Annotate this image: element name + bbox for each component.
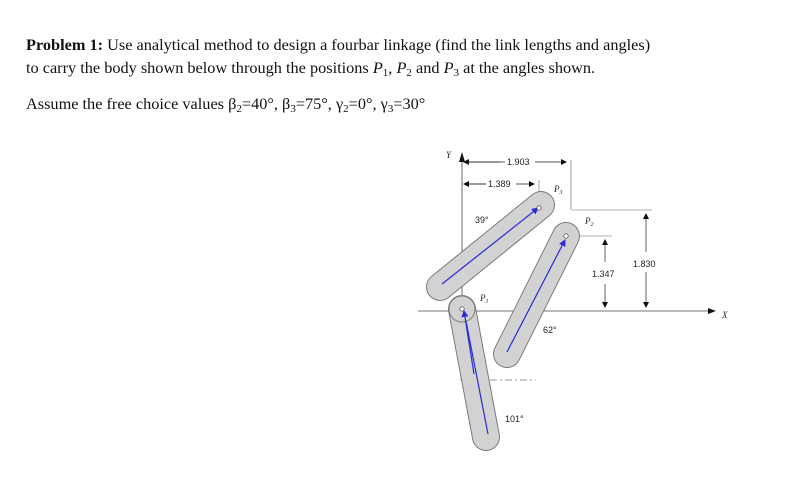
p3-label: P [443, 58, 454, 77]
point-p1-label: $P_1$ [480, 293, 489, 305]
dim-1903 [464, 156, 571, 210]
gamma2: $\gamma_2=0^\circ$, [335, 94, 377, 115]
point-p3-label: $P_3$ [554, 184, 563, 196]
dim-1830-label: 1.830 [633, 259, 656, 269]
angle-101-label: 101° [505, 414, 524, 424]
p2-label: P [396, 58, 407, 77]
point-p1-marker [460, 307, 464, 311]
dim-1389-label: 1.389 [488, 179, 511, 189]
problem-line2: to carry the body shown below through the positions [26, 58, 369, 77]
body-position-2-link [507, 236, 566, 354]
problem-line1: Use analytical method to design a fourbar linkage (find the link lengths and angles) [107, 35, 651, 54]
p1-label: P [372, 58, 383, 77]
dim-1389 [464, 178, 539, 200]
beta2: $\beta_2=40^\circ$, [228, 94, 278, 115]
beta3: $\beta_3=75^\circ$, [282, 94, 332, 115]
dim-1347 [572, 236, 615, 307]
x-axis-arrow [708, 308, 716, 314]
point-p2-label: $P_2$ [585, 216, 594, 228]
angle-62-label: 62° [543, 325, 557, 335]
dim-1903-label: 1.903 [507, 157, 530, 167]
dim-1347-label: 1.347 [592, 269, 615, 279]
gamma3: $\gamma_3=30^\circ$ [380, 94, 426, 115]
problem-statement: Problem 1: Use analytical method to design a fourbar linkage (find the link lengths and angles) to carry the body shown below through the positions $P_1$, $P_2$ and $P_3$ at the angles shown. [26, 35, 651, 79]
x-axis-label: X [722, 310, 728, 320]
y-axis-arrow [459, 152, 465, 162]
body-position-3-link [440, 205, 541, 287]
y-axis-label: Y [446, 150, 452, 160]
angle-39-label: 39° [475, 215, 489, 225]
assumption-line: Assume the free choice values $\beta_2=40^\circ$, $\beta_3=75^\circ$, $\gamma_2=0^\circ$, $\gamma_3=30^\circ$ [26, 94, 426, 115]
point-p3-marker [537, 206, 541, 210]
body-position-1-link [462, 309, 488, 437]
point-p2-marker [564, 234, 568, 238]
problem-heading: Problem 1: [26, 35, 104, 54]
